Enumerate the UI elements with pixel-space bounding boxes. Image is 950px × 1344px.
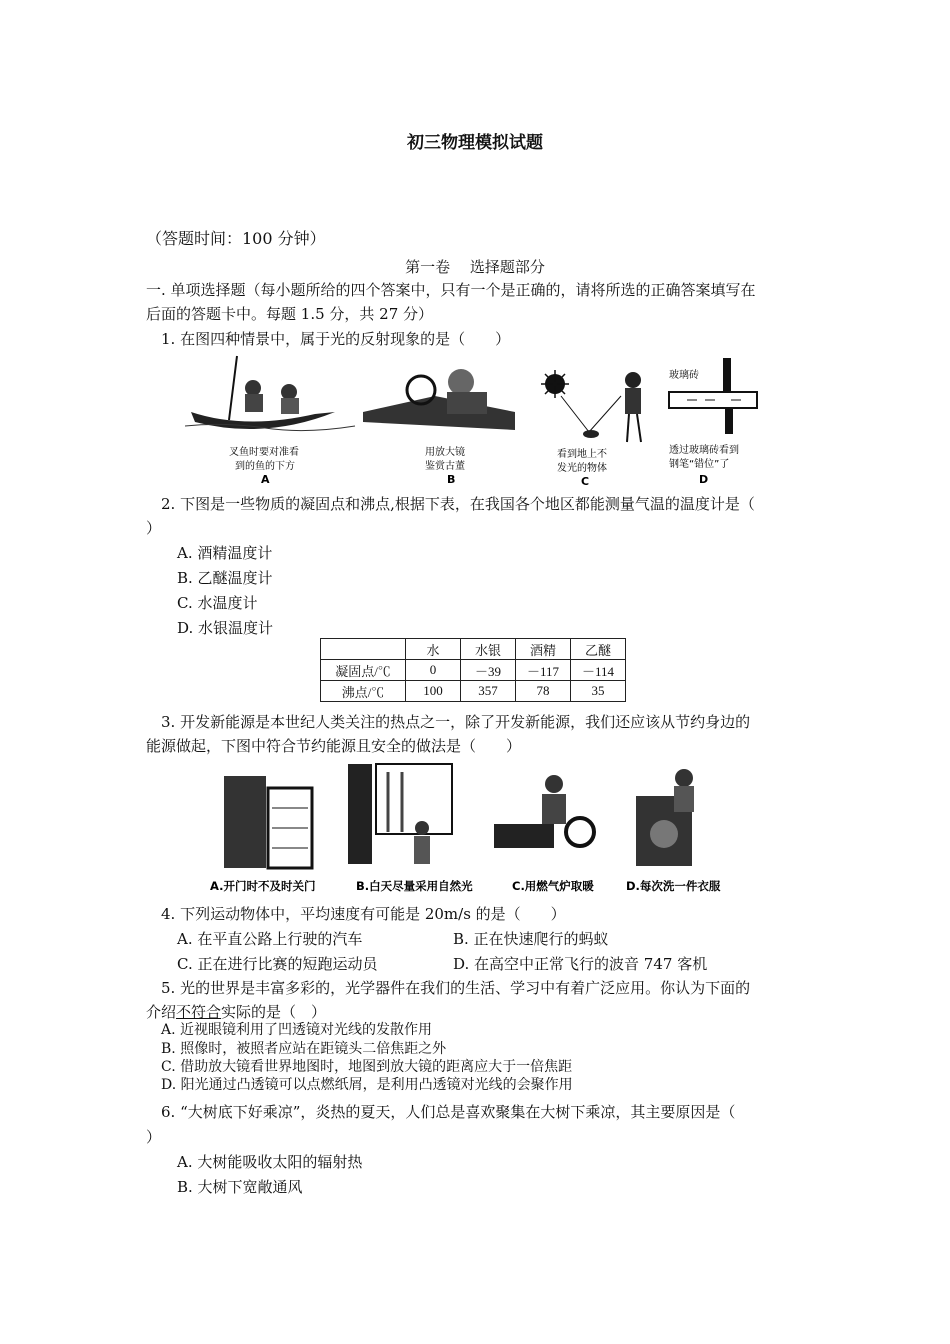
table-header-cell: [321, 639, 406, 660]
q1-caption-a1: 叉鱼时要对准看: [229, 447, 299, 458]
table-header-cell: 水银: [461, 639, 516, 660]
q1-caption-b2: 鉴赏古董: [425, 461, 465, 472]
q5-option-d: D. 阳光通过凸透镜可以点燃纸屑，是利用凸透镜对光线的会聚作用: [161, 1077, 573, 1093]
q1-scene-b: [363, 369, 515, 486]
q1-caption-c: C: [581, 475, 590, 488]
table-cell: 沸点/℃: [321, 681, 406, 702]
q1-stem: 1. 在图四种情景中，属于光的反射现象的是（ ）: [161, 330, 511, 348]
q1-caption-a: A: [261, 473, 270, 486]
q2-option-b: B. 乙醚温度计: [177, 569, 273, 587]
q1-caption-d: D: [699, 473, 709, 486]
q1-caption-d2: 钢笔“错位”了: [669, 459, 730, 470]
q3-scene-b: [348, 764, 452, 864]
q2-stem-line-1: 2. 下图是一些物质的凝固点和沸点,根据下表，在我国各个地区都能测量气温的温度计是（: [161, 495, 755, 513]
q5-stem-suffix: 实际的是（ ）: [221, 1003, 327, 1021]
q2-option-c: C. 水温度计: [177, 594, 258, 612]
q1-caption-d1: 透过玻璃砖看到: [669, 445, 739, 456]
q6-stem-line-1: 6. “大树底下好乘凉”，炎热的夏天，人们总是喜欢聚集在大树下乘凉，其主要原因是（: [161, 1103, 736, 1121]
q3-scene-d: [636, 769, 694, 866]
q3-figure: [208, 762, 748, 900]
page-title: 初三物理模拟试题: [407, 133, 543, 153]
q1-scene-a: [185, 356, 355, 486]
table-cell: 357: [461, 681, 516, 702]
q3-stem-line-2: 能源做起，下图中符合节约能源且安全的做法是（ ）: [146, 737, 522, 755]
q5-stem-line-1: 5. 光的世界是丰富多彩的，光学器件在我们的生活、学习中有着广泛应用。你认为下面的: [161, 979, 751, 997]
q5-option-c: C. 借助放大镜看世界地图时，地图到放大镜的距离应大于一倍焦距: [161, 1059, 573, 1075]
instruction-line-2: 后面的答题卡中。每题 1.5 分，共 27 分）: [146, 305, 434, 323]
q4-option-a: A. 在平直公路上行驶的汽车: [177, 930, 363, 948]
table-cell: 凝固点/℃: [321, 660, 406, 681]
q3-caption-b: B.白天尽量采用自然光: [356, 879, 473, 893]
q5-stem-underlined: 不符合: [176, 1003, 222, 1021]
table-header-row: [321, 639, 626, 660]
q1-caption-d-label: 玻璃砖: [669, 370, 699, 381]
q6-stem-line-2: ）: [146, 1128, 162, 1146]
instruction-line-1: 一. 单项选择题（每小题所给的四个答案中，只有一个是正确的，请将所选的正确答案填写在: [146, 281, 756, 299]
table-header-cell: 水: [406, 639, 461, 660]
q1-scene-d: [669, 358, 757, 486]
q2-option-d: D. 水银温度计: [177, 619, 274, 637]
q3-caption-c: C.用燃气炉取暖: [512, 879, 594, 893]
q1-illustration: [185, 352, 775, 488]
section-header: 第一卷 选择题部分: [405, 258, 545, 276]
q5-option-a: A. 近视眼镜利用了凹透镜对光线的发散作用: [161, 1022, 433, 1038]
q5-option-b: B. 照像时，被照者应站在距镜头二倍焦距之外: [161, 1041, 447, 1057]
q3-scene-c: [494, 775, 594, 848]
q1-caption-a2: 到的鱼的下方: [235, 461, 295, 472]
q5-stem-prefix: 介绍: [146, 1003, 177, 1021]
table-cell: 100: [406, 681, 461, 702]
table-row: [321, 681, 626, 702]
q1-caption-c2: 发光的物体: [557, 463, 607, 474]
table-cell: －39: [461, 660, 516, 681]
q2-property-table: [320, 638, 626, 702]
q4-option-c: C. 正在进行比赛的短跑运动员: [177, 955, 378, 973]
q4-option-d: D. 在高空中正常飞行的波音 747 客机: [453, 955, 708, 973]
table-header-cell: 乙醚: [571, 639, 626, 660]
q3-caption-d: D.每次洗一件衣服: [626, 879, 721, 893]
q3-stem-line-1: 3. 开发新能源是本世纪人类关注的热点之一，除了开发新能源，我们还应该从节约身边的: [161, 713, 751, 731]
table-row: [321, 660, 626, 681]
q1-caption-c1: 看到地上不: [557, 449, 607, 460]
q2-option-a: A. 酒精温度计: [177, 544, 273, 562]
q1-caption-b1: 用放大镜: [425, 447, 465, 458]
table-cell: －117: [516, 660, 571, 681]
q5-stem-line-2: [146, 1001, 326, 1023]
q1-caption-b: B: [447, 473, 456, 486]
q6-option-b: B. 大树下宽敞通风: [177, 1178, 303, 1196]
q2-stem-line-2: ）: [146, 519, 162, 537]
q3-scene-a: [224, 776, 312, 868]
time-note: （答题时间：100 分钟）: [146, 229, 326, 248]
q6-option-a: A. 大树能吸收太阳的辐射热: [177, 1153, 363, 1171]
q3-caption-a: A.开门时不及时关门: [210, 879, 316, 893]
table-cell: 78: [516, 681, 571, 702]
table-cell: 0: [406, 660, 461, 681]
q4-stem: 4. 下列运动物体中，平均速度有可能是 20m/s 的是（ ）: [161, 905, 566, 923]
table-cell: 35: [571, 681, 626, 702]
table-cell: －114: [571, 660, 626, 681]
q1-scene-c: [541, 370, 641, 488]
q3-illustration: [208, 762, 748, 896]
table-header-cell: 酒精: [516, 639, 571, 660]
q1-figure: [185, 352, 775, 492]
q4-option-b: B. 正在快速爬行的蚂蚁: [453, 930, 609, 948]
